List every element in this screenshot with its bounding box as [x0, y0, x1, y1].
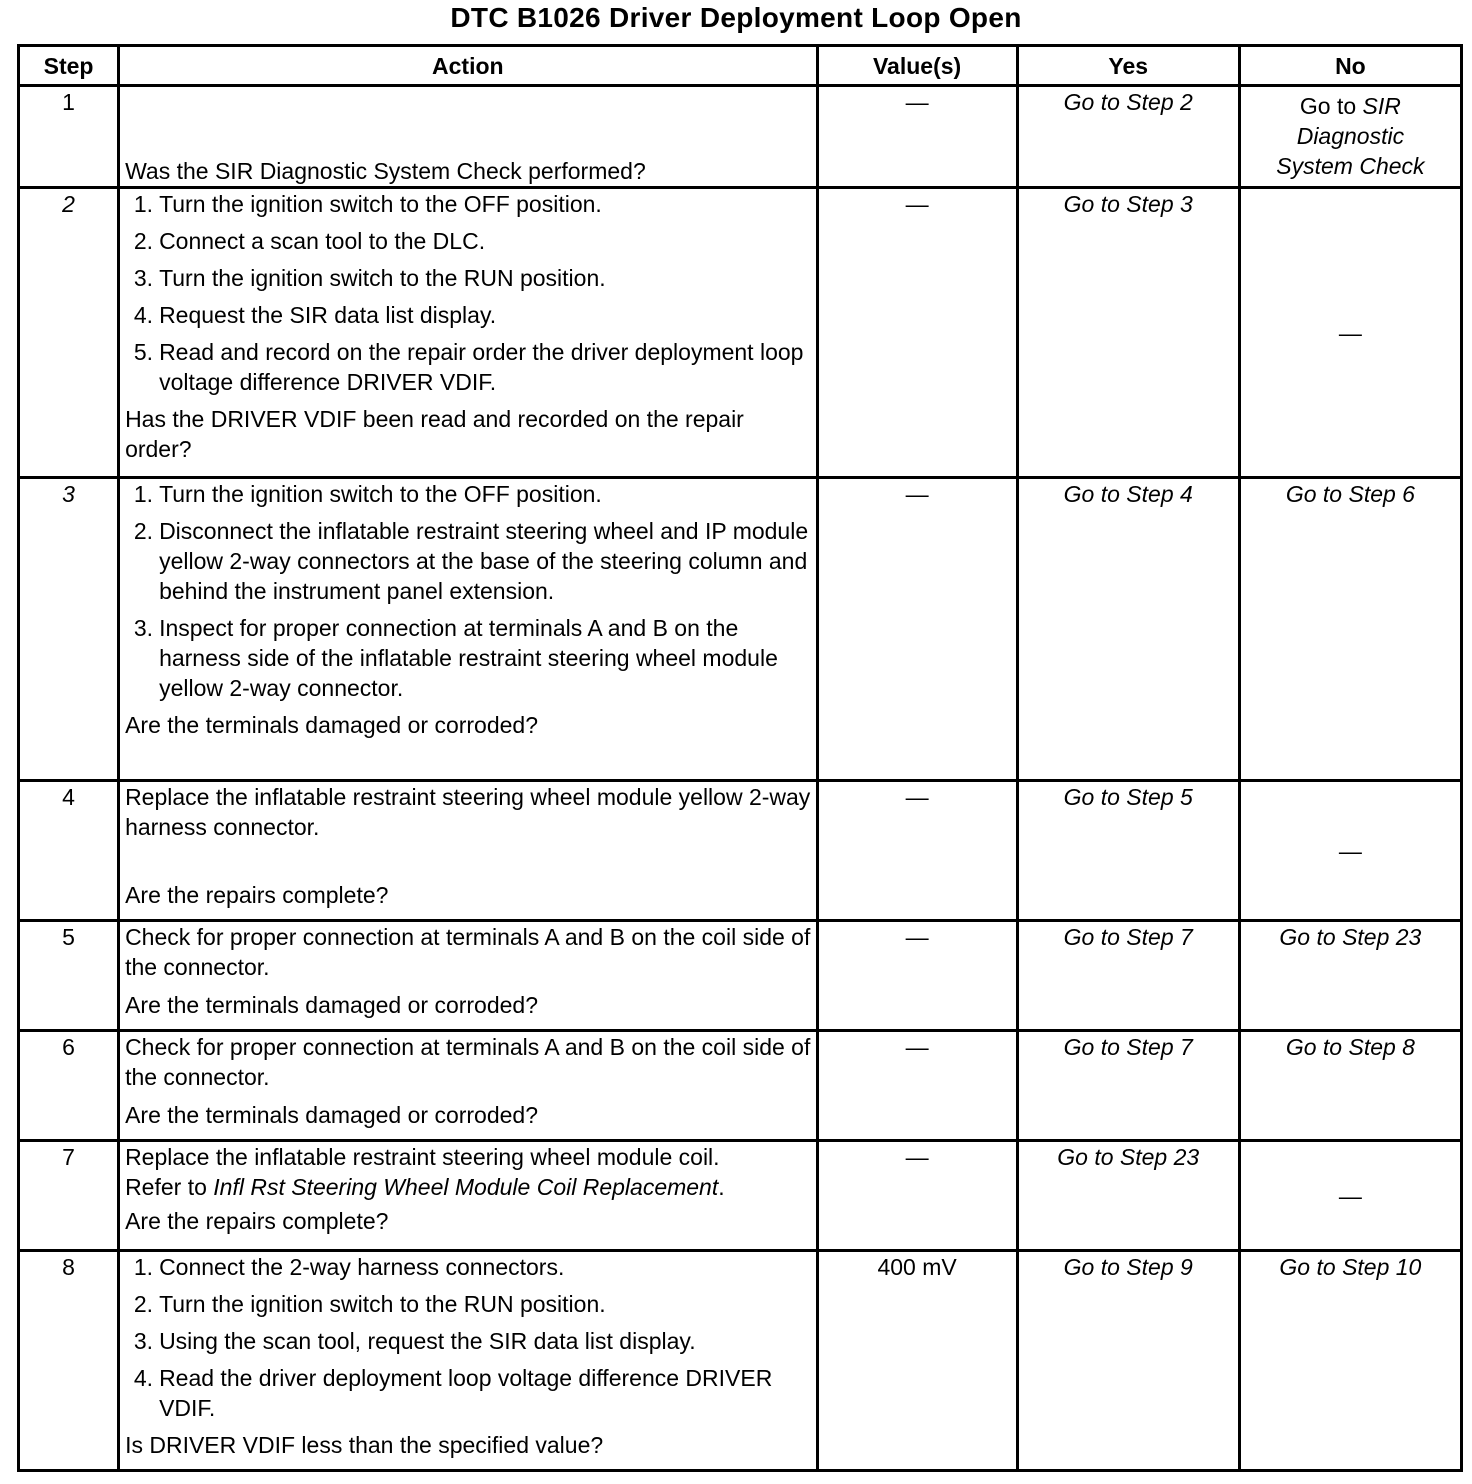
action-cell	[119, 1141, 817, 1251]
step-number: 2	[19, 188, 119, 478]
step-question: Are the terminals damaged or corroded?	[125, 712, 539, 738]
step-instruction: Check for proper connection at terminals A and B on the coil side of the connector.	[125, 924, 811, 980]
no-link[interactable]: Go to Step 10	[1239, 1251, 1461, 1471]
list-item: Read the driver deployment loop voltage difference DRIVER VDIF.	[159, 1365, 773, 1421]
table-row	[19, 1251, 1462, 1471]
diagnostic-table	[17, 44, 1463, 1472]
table-row	[19, 188, 1462, 478]
refer-suffix: .	[718, 1174, 725, 1200]
value-cell: —	[817, 188, 1017, 478]
value-cell: —	[817, 921, 1017, 1031]
step-question: Is DRIVER VDIF less than the specified value?	[125, 1432, 604, 1458]
header-action: Action	[119, 46, 817, 86]
step-instruction: Check for proper connection at terminals A and B on the coil side of the connector.	[125, 1034, 811, 1090]
step-question: Are the terminals damaged or corroded?	[125, 1102, 539, 1128]
action-cell	[119, 86, 817, 188]
list-item: Turn the ignition switch to the RUN position.	[159, 1291, 606, 1317]
table-row	[19, 1141, 1462, 1251]
list-item: Read and record on the repair order the driver deployment loop voltage difference DRIVER VDIF.	[159, 339, 804, 395]
value-cell: 400 mV	[817, 1251, 1017, 1471]
yes-link[interactable]: Go to Step 3	[1017, 188, 1239, 478]
step-instruction: Replace the inflatable restraint steering wheel module yellow 2-way harness connector.	[125, 784, 811, 840]
yes-link[interactable]: Go to Step 2	[1017, 86, 1239, 188]
value-cell: —	[817, 1031, 1017, 1141]
list-item: Connect the 2-way harness connectors.	[159, 1254, 565, 1280]
step-list	[125, 479, 810, 703]
table-row	[19, 86, 1462, 188]
refer-link[interactable]: Infl Rst Steering Wheel Module Coil Replacement	[213, 1174, 719, 1200]
step-question: Has the DRIVER VDIF been read and recorded on the repair order?	[125, 406, 744, 462]
step-list	[125, 1252, 810, 1423]
value-cell: —	[817, 1141, 1017, 1251]
list-item: Using the scan tool, request the SIR data list display.	[159, 1328, 696, 1354]
action-cell	[119, 1251, 817, 1471]
value-cell: —	[817, 478, 1017, 781]
no-link[interactable]	[1239, 86, 1461, 188]
step-number: 5	[19, 921, 119, 1031]
yes-link[interactable]: Go to Step 7	[1017, 921, 1239, 1031]
no-link[interactable]: Go to Step 23	[1239, 921, 1461, 1031]
no-ref-system-check[interactable]: System Check	[1276, 153, 1425, 179]
list-item: Turn the ignition switch to the RUN position.	[159, 265, 606, 291]
no-link[interactable]: Go to Step 6	[1239, 478, 1461, 781]
no-ref-sir[interactable]: SIR	[1362, 93, 1401, 119]
list-item: Inspect for proper connection at terminals A and B on the harness side of the inflatable restraint steering wheel module yellow 2-way connector.	[159, 615, 778, 701]
no-link[interactable]: Go to Step 8	[1239, 1031, 1461, 1141]
yes-link[interactable]: Go to Step 23	[1017, 1141, 1239, 1251]
refer-line	[125, 1172, 810, 1202]
table-row	[19, 921, 1462, 1031]
yes-link[interactable]: Go to Step 9	[1017, 1251, 1239, 1471]
list-item: Request the SIR data list display.	[159, 302, 497, 328]
yes-link[interactable]: Go to Step 7	[1017, 1031, 1239, 1141]
step-question: Was the SIR Diagnostic System Check performed?	[125, 158, 646, 184]
action-cell	[119, 188, 817, 478]
no-ref-diagnostic[interactable]: Diagnostic	[1296, 123, 1405, 149]
no-prefix: Go to	[1299, 93, 1357, 119]
refer-prefix: Refer to	[125, 1174, 207, 1200]
table-row	[19, 478, 1462, 781]
action-cell	[119, 478, 817, 781]
step-number: 4	[19, 781, 119, 921]
step-number: 1	[19, 86, 119, 188]
action-cell	[119, 1031, 817, 1141]
yes-link[interactable]: Go to Step 4	[1017, 478, 1239, 781]
step-instruction: Replace the inflatable restraint steering wheel module coil.	[125, 1144, 720, 1170]
step-number: 3	[19, 478, 119, 781]
yes-link[interactable]: Go to Step 5	[1017, 781, 1239, 921]
step-number: 7	[19, 1141, 119, 1251]
action-cell	[119, 781, 817, 921]
list-item: Turn the ignition switch to the OFF position.	[159, 191, 602, 217]
table-row	[19, 781, 1462, 921]
header-values: Value(s)	[817, 46, 1017, 86]
header-yes: Yes	[1017, 46, 1239, 86]
action-cell	[119, 921, 817, 1031]
header-step: Step	[19, 46, 119, 86]
list-item: Turn the ignition switch to the OFF position.	[159, 481, 602, 507]
table-row	[19, 1031, 1462, 1141]
value-cell: —	[817, 86, 1017, 188]
no-cell: —	[1239, 188, 1461, 478]
step-number: 8	[19, 1251, 119, 1471]
list-item: Disconnect the inflatable restraint steering wheel and IP module yellow 2-way connectors at the base of the steering column and behind the instrument panel extension.	[159, 518, 809, 604]
list-item: Connect a scan tool to the DLC.	[159, 228, 486, 254]
step-question: Are the repairs complete?	[125, 882, 389, 908]
no-cell: —	[1239, 781, 1461, 921]
table-header-row	[19, 46, 1462, 86]
page-title: DTC B1026 Driver Deployment Loop Open	[450, 2, 1022, 33]
step-list	[125, 189, 810, 397]
value-cell: —	[817, 781, 1017, 921]
step-question: Are the terminals damaged or corroded?	[125, 992, 539, 1018]
no-cell: —	[1239, 1141, 1461, 1251]
step-question: Are the repairs complete?	[125, 1208, 389, 1234]
header-no: No	[1239, 46, 1461, 86]
step-number: 6	[19, 1031, 119, 1141]
